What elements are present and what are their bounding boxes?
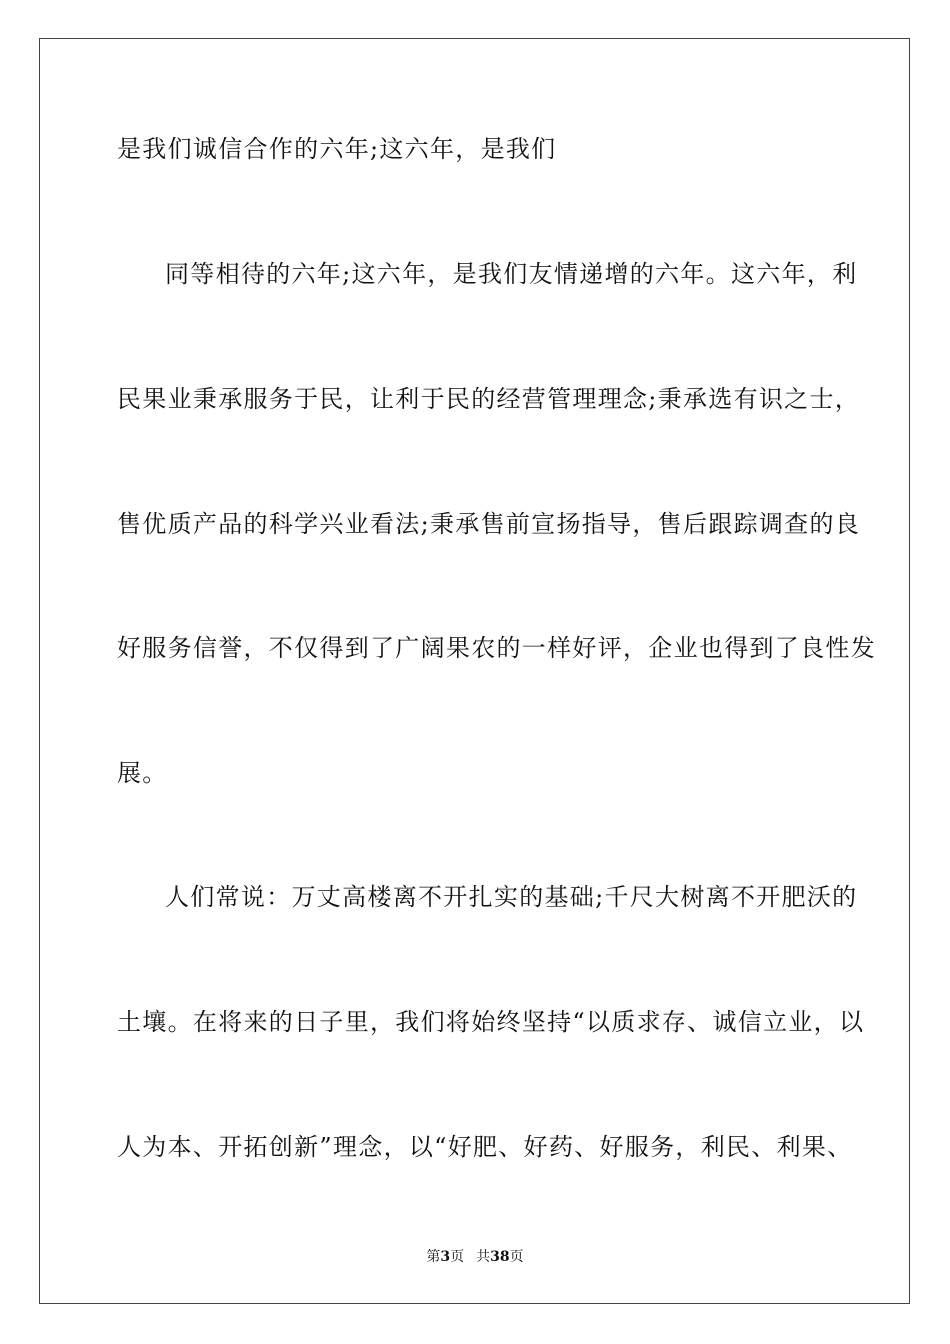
footer-page-prefix: 第 — [426, 1249, 441, 1265]
page-border — [39, 38, 910, 1304]
footer-page-suffix: 页 — [450, 1249, 465, 1265]
page-footer — [0, 1246, 950, 1266]
current-page-number: 3 — [440, 1249, 451, 1265]
footer-total-prefix: 共 — [476, 1249, 491, 1265]
paragraph-line: 好服务信誉，不仅得到了广阔果农的一样好评，企业也得到了良性发 — [117, 634, 876, 662]
paragraph-line: 人为本、开拓创新”理念，以“好肥、好药、好服务，利民、利果、 — [117, 1133, 853, 1161]
paragraph-line: 售优质产品的科学兴业看法;秉承售前宣扬指导，售后跟踪调查的良 — [117, 510, 861, 538]
paragraph-line: 土壤。在将来的日子里，我们将始终坚持“以质求存、诚信立业，以 — [117, 1008, 865, 1036]
paragraph-line: 同等相待的六年;这六年，是我们友情递增的六年。这六年，利 — [165, 260, 858, 288]
paragraph-line: 是我们诚信合作的六年;这六年，是我们 — [117, 135, 557, 163]
total-pages-number: 38 — [490, 1249, 510, 1265]
paragraph-line: 展。 — [117, 759, 168, 787]
paragraph-line: 人们常说：万丈高楼离不开扎实的基础;千尺大树离不开肥沃的 — [165, 883, 858, 911]
paragraph-line: 民果业秉承服务于民，让利于民的经营管理理念;秉承选有识之士， — [117, 385, 861, 413]
footer-total-suffix: 页 — [509, 1249, 524, 1265]
